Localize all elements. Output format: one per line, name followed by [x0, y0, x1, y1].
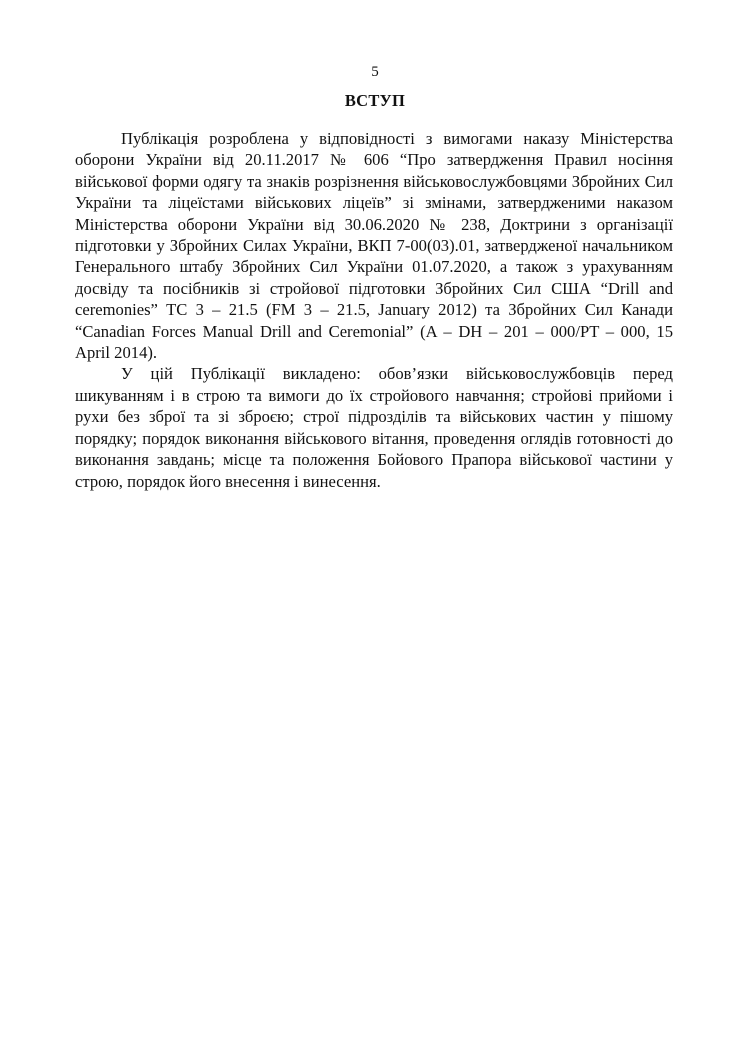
- paragraph-2: У цій Публікації викладено: обов’язки військовослужбовців перед шикуванням і в строю та вимоги до їх стройового навчання; стройові прийоми і рухи без зброї та зі зброєю; строї підрозділів та військових частин у пішому порядку; порядок виконання військового вітання, проведення оглядів готовності до виконання завдань; місце та положення Бойового Прапора військової частини у строю, порядок його внесення і винесення.: [75, 364, 673, 491]
- document-body: [75, 128, 673, 492]
- section-title: ВСТУП: [344, 91, 406, 110]
- page-number: 5: [371, 64, 379, 80]
- paragraph-1: Публікація розроблена у відповідності з вимогами наказу Міністерства оборони України від 20.11.2017 № 606 “Про затвердження Правил носіння військової форми одягу та знаків розрізнення військовослужбовцями Збройних Сил України та ліцеїстами військових ліцеїв” зі змінами, затвердженими наказом Міністерства оборони України від 30.06.2020 № 238, Доктрини з організації підготовки у Збройних Силах України, ВКП 7-00(03).01, затвердженої начальником Генерального штабу Збройних Сил України 01.07.2020, а також з урахуванням досвіду та посібників зі стройової підготовки Збройних Сил США “Drill and ceremonies” ТС 3 – 21.5 (FM 3 – 21.5, January 2012) та Збройних Сил Канади “Canadian Forces Manual Drill and Ceremonial” (A – DH – 201 – 000/PT – 000, 15 April 2014).: [75, 129, 673, 363]
